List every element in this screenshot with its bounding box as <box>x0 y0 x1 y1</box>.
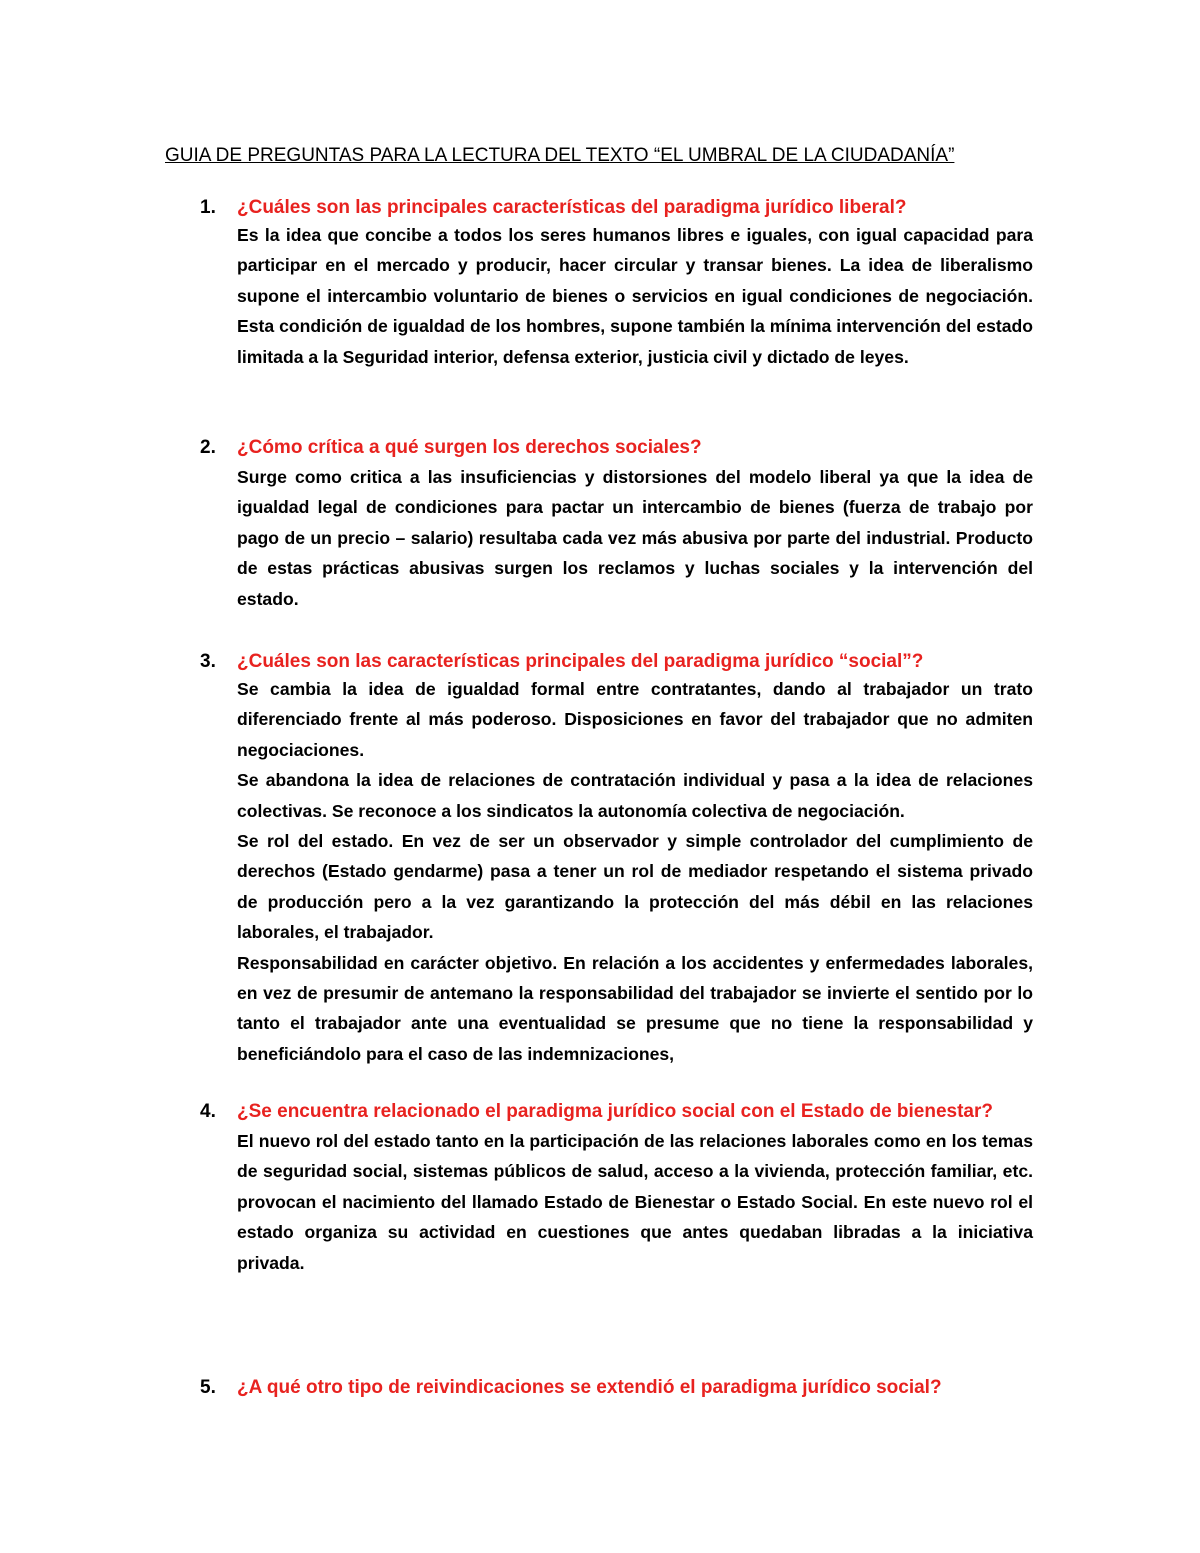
question-number: 5. <box>200 1377 216 1398</box>
answer-paragraph: El nuevo rol del estado tanto en la participación de las relaciones laborales como en los temas de seguridad social, sistemas públicos de salud, acceso a la vivienda, protección familiar, etc. provocan el nacimiento del llamado Estado de Bienestar o Estado Social. En este nuevo rol el estado organiza su actividad en cuestiones que antes quedaban libradas a la iniciativa privada. <box>237 1131 1033 1273</box>
question-text: ¿A qué otro tipo de reivindicaciones se extendió el paradigma jurídico social? <box>237 1377 942 1398</box>
question-number: 2. <box>200 437 216 458</box>
question-text: ¿Se encuentra relacionado el paradigma jurídico social con el Estado de bienestar? <box>237 1101 994 1122</box>
answer-paragraph: Responsabilidad en carácter objetivo. En relación a los accidentes y enfermedades laborales, en vez de presumir de antemano la responsabilidad del trabajador se invierte el sentido por lo tanto el trabajador ante una eventualidad se presume que no tiene la responsabilidad y beneficiándolo para el caso de las indemnizaciones, <box>237 952 1033 1064</box>
question-number: 3. <box>200 651 216 672</box>
answer-block <box>237 220 1033 372</box>
question-text: ¿Cuáles son las principales características del paradigma jurídico liberal? <box>237 197 907 218</box>
answer-paragraph: Se cambia la idea de igualdad formal entre contratantes, dando al trabajador un trato diferenciado frente al más poderoso. Disposiciones en favor del trabajador que no admiten negociaciones. <box>237 679 1033 760</box>
answer-block <box>237 674 1033 1069</box>
answer-paragraph: Se rol del estado. En vez de ser un observador y simple controlador del cumplimiento de derechos (Estado gendarme) pasa a tener un rol de mediador respetando el sistema privado de producción pero a la vez garantizando la protección del más débil en las relaciones laborales, el trabajador. <box>237 831 1033 943</box>
question-text: ¿Cómo crítica a qué surgen los derechos sociales? <box>237 437 702 458</box>
answer-block <box>237 462 1033 614</box>
question-number: 4. <box>200 1101 216 1122</box>
document-title: GUIA DE PREGUNTAS PARA LA LECTURA DEL TEXTO “EL UMBRAL DE LA CIUDADANÍA” <box>165 145 955 166</box>
question-number: 1. <box>200 197 216 218</box>
question-text: ¿Cuáles son las características principales del paradigma jurídico “social”? <box>237 651 924 672</box>
answer-paragraph: Es la idea que concibe a todos los seres humanos libres e iguales, con igual capacidad para participar en el mercado y producir, hacer circular y transar bienes. La idea de liberalismo supone el intercambio voluntario de bienes o servicios en igual condiciones de negociación. Esta condición de igualdad de los hombres, supone también la mínima intervención del estado limitada a la Seguridad interior, defensa exterior, justicia civil y dictado de leyes. <box>237 225 1033 367</box>
answer-paragraph: Surge como critica a las insuficiencias y distorsiones del modelo liberal ya que la idea de igualdad legal de condiciones para pactar un intercambio de bienes (fuerza de trabajo por pago de un precio – salario) resultaba cada vez más abusiva por parte del industrial. Producto de estas prácticas abusivas surgen los reclamos y luchas sociales y la intervención del estado. <box>237 467 1033 609</box>
answer-block <box>237 1126 1033 1278</box>
answer-paragraph: Se abandona la idea de relaciones de contratación individual y pasa a la idea de relaciones colectivas. Se reconoce a los sindicatos la autonomía colectiva de negociación. <box>237 770 1033 821</box>
